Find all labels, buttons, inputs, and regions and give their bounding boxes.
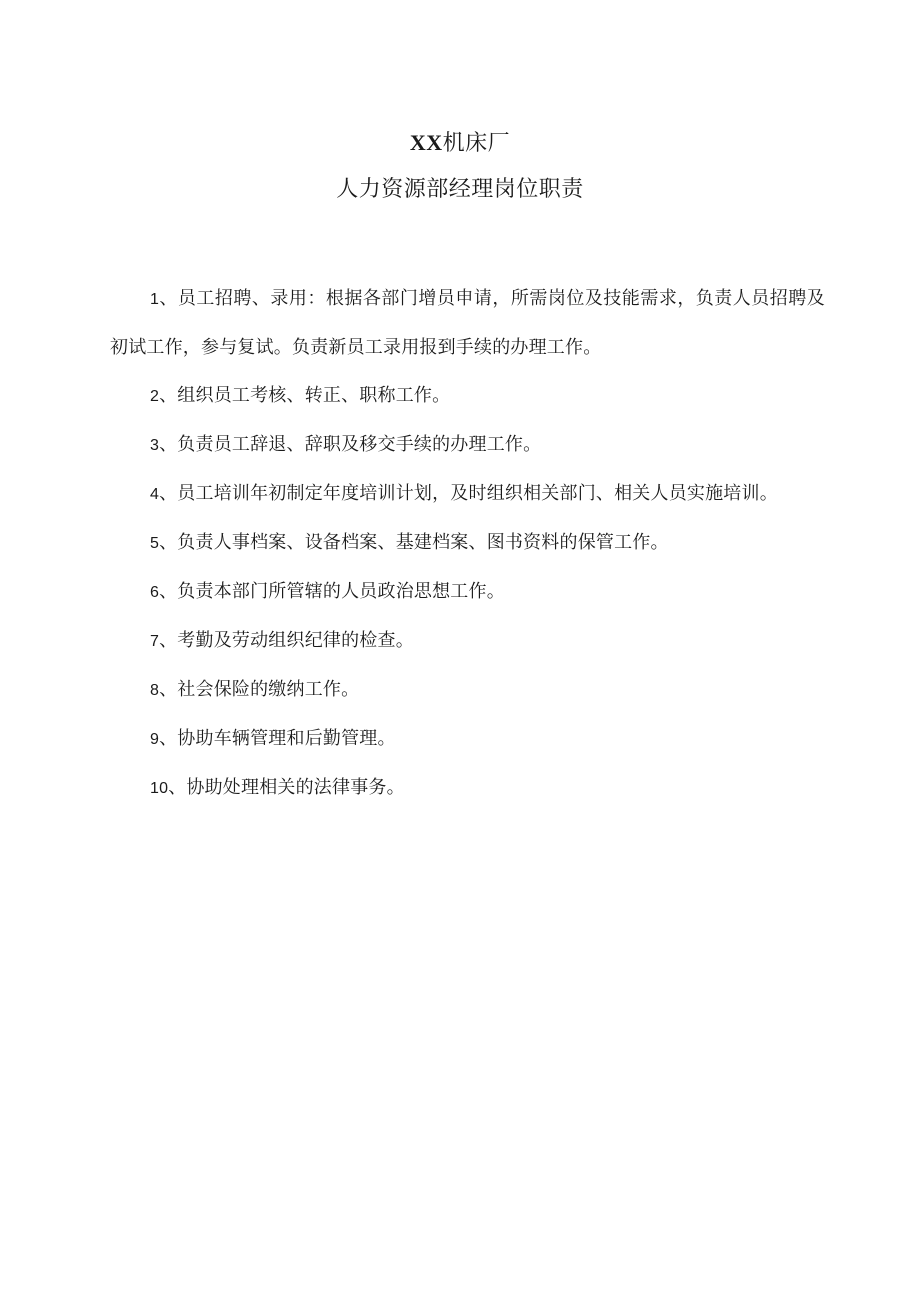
- duty-item: [110, 617, 825, 666]
- duty-item: [110, 666, 825, 715]
- duty-number: 7: [150, 633, 160, 650]
- title-block: [0, 126, 920, 207]
- duty-text: 、社会保险的缴纳工作。: [159, 679, 360, 700]
- duty-number: 1: [150, 291, 160, 308]
- title-prefix: XX: [409, 130, 443, 155]
- duty-number: 6: [150, 584, 160, 601]
- duties-list: [110, 275, 825, 813]
- duty-item: [110, 275, 825, 372]
- duty-number: 4: [150, 486, 160, 503]
- duty-item: [110, 372, 825, 421]
- duty-text: 、员工培训年初制定年度培训计划，及时组织相关部门、相关人员实施培训。: [159, 483, 778, 504]
- duty-number: 9: [150, 731, 160, 748]
- duty-item: [110, 568, 825, 617]
- duty-item: [110, 715, 825, 764]
- duty-item: [110, 764, 825, 813]
- duty-text: 、负责人事档案、设备档案、基建档案、图书资料的保管工作。: [159, 532, 669, 553]
- duty-text: 、考勤及劳动组织纪律的检查。: [159, 630, 414, 651]
- duty-text: 、负责本部门所管辖的人员政治思想工作。: [159, 581, 505, 602]
- duty-number: 2: [150, 388, 160, 405]
- duty-item: [110, 421, 825, 470]
- title-suffix: 机床厂: [442, 131, 511, 156]
- duty-number: 5: [150, 535, 160, 552]
- duty-item: [110, 470, 825, 519]
- document-title: [0, 126, 920, 161]
- duty-text: 、协助车辆管理和后勤管理。: [159, 728, 396, 749]
- duty-text: 、员工招聘、录用：根据各部门增员申请，所需岗位及技能需求，负责人员招聘及初试工作，参与复试。负责新员工录用报到手续的办理工作。: [110, 288, 825, 358]
- duty-number: 3: [150, 437, 160, 454]
- duty-number: 8: [150, 682, 160, 699]
- duty-text: 、协助处理相关的法律事务。: [168, 777, 405, 798]
- duty-text: 、负责员工辞退、辞职及移交手续的办理工作。: [159, 434, 542, 455]
- duty-text: 、组织员工考核、转正、职称工作。: [159, 385, 451, 406]
- document-subtitle: 人力资源部经理岗位职责: [336, 177, 584, 202]
- duty-number: 10: [150, 780, 169, 797]
- duty-item: [110, 519, 825, 568]
